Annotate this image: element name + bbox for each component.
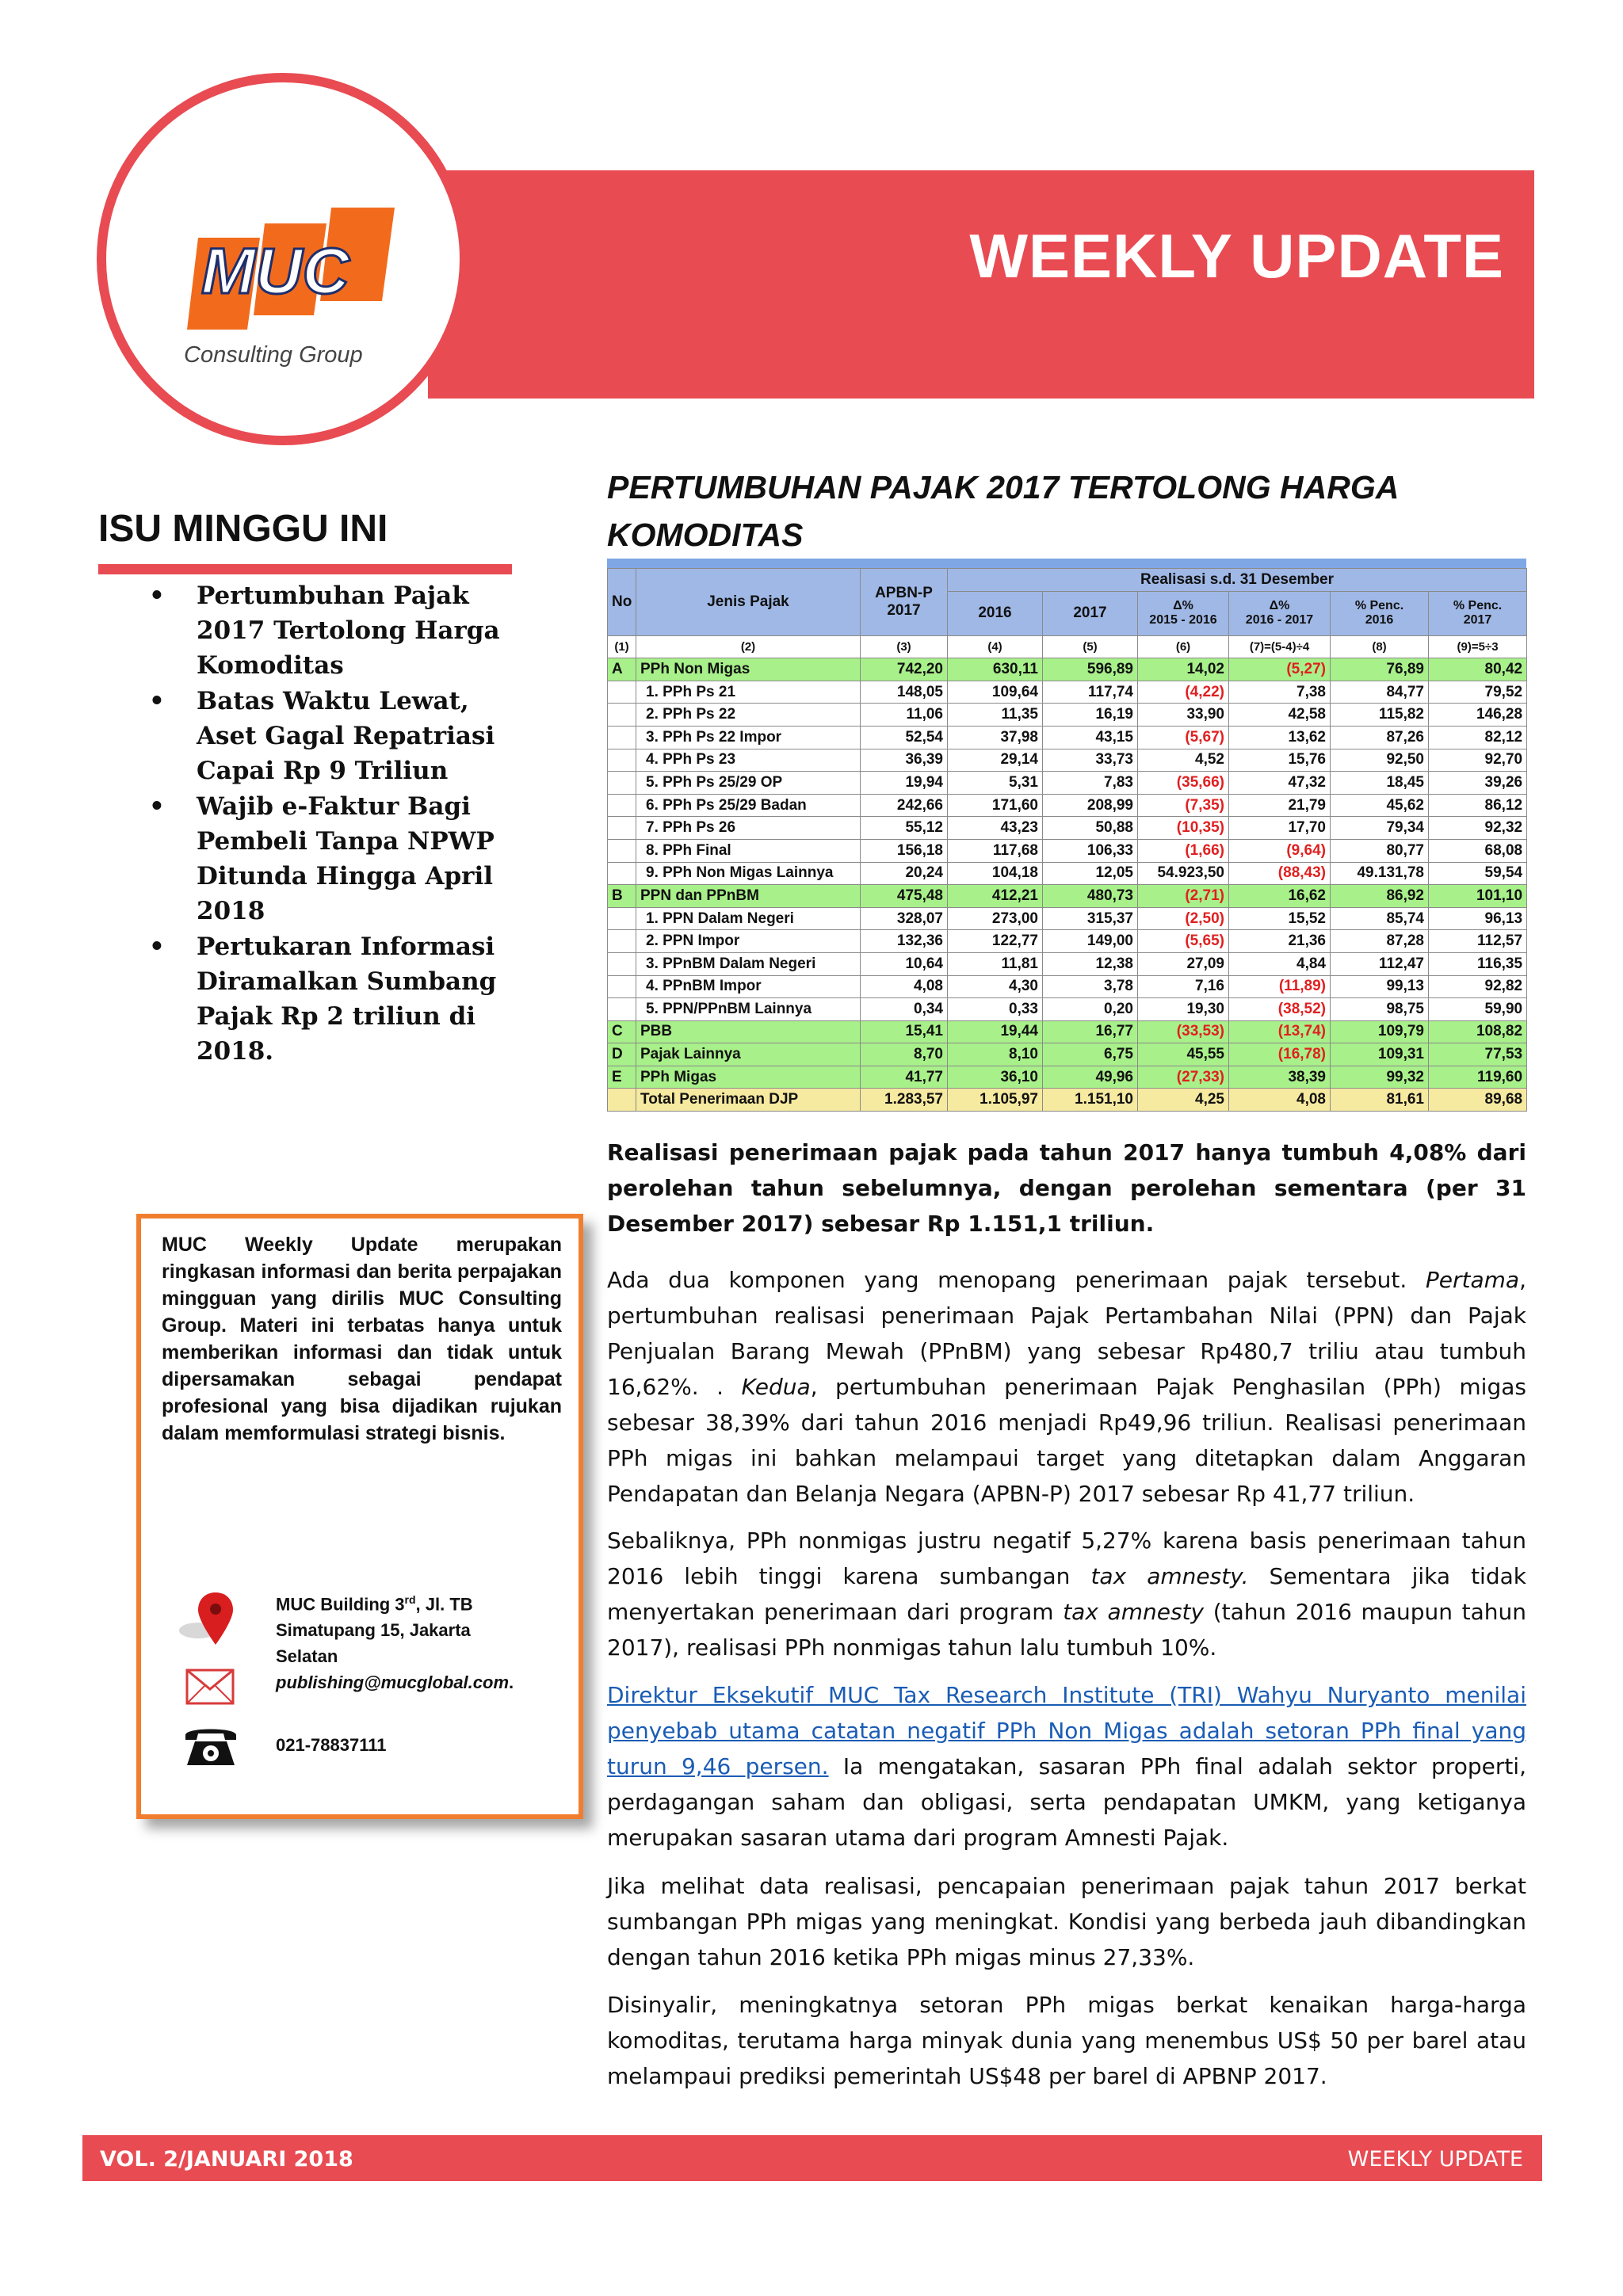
row-value: 82,12 bbox=[1429, 726, 1527, 749]
article-link[interactable]: Direktur Eksekutif MUC Tax Research Institute (TRI) Wahyu Nuryanto menilai penyebab utama catatan negatif PPh Non Migas adalah setoran PPh final yang turun 9,46 persen. bbox=[607, 1682, 1526, 1779]
row-value: 50,88 bbox=[1043, 817, 1138, 840]
row-value: 16,19 bbox=[1043, 704, 1138, 727]
row-name: PPh Non Migas bbox=[636, 658, 861, 681]
row-value: 21,79 bbox=[1229, 794, 1331, 817]
bullet-icon: • bbox=[149, 933, 165, 961]
row-value: 10,64 bbox=[861, 952, 948, 975]
row-value: 49.131,78 bbox=[1331, 862, 1429, 885]
bullet-icon: • bbox=[149, 792, 165, 821]
row-value: 480,73 bbox=[1043, 885, 1138, 908]
row-value: 112,57 bbox=[1429, 930, 1527, 953]
row-value: 38,39 bbox=[1229, 1066, 1331, 1089]
row-value: 4,84 bbox=[1229, 952, 1331, 975]
row-no bbox=[608, 952, 636, 975]
row-value: 156,18 bbox=[861, 839, 948, 862]
row-name: 8. PPh Final bbox=[636, 839, 861, 862]
row-value: (7,35) bbox=[1138, 794, 1229, 817]
row-value: 0,33 bbox=[948, 998, 1043, 1021]
row-value: 1.283,57 bbox=[861, 1089, 948, 1112]
row-value: (88,43) bbox=[1229, 862, 1331, 885]
row-value: 98,75 bbox=[1331, 998, 1429, 1021]
issue-item[interactable]: • Pertukaran Informasi Diramalkan Sumbang Pajak Rp 2 triliun di 2018. bbox=[143, 929, 515, 1069]
table-top-band bbox=[607, 559, 1526, 568]
row-value: 106,33 bbox=[1043, 839, 1138, 862]
row-value: 596,89 bbox=[1043, 658, 1138, 681]
col-header-jenis: Jenis Pajak bbox=[636, 569, 861, 636]
row-value: 6,75 bbox=[1043, 1043, 1138, 1066]
row-name: 2. PPh Ps 22 bbox=[636, 704, 861, 727]
row-value: 1.151,10 bbox=[1043, 1089, 1138, 1112]
row-value: 273,00 bbox=[948, 907, 1043, 930]
row-value: 45,55 bbox=[1138, 1043, 1229, 1066]
row-name: 2. PPN Impor bbox=[636, 930, 861, 953]
row-value: 85,74 bbox=[1331, 907, 1429, 930]
row-value: (9,64) bbox=[1229, 839, 1331, 862]
row-value: 475,48 bbox=[861, 885, 948, 908]
issue-item[interactable]: • Batas Waktu Lewat, Aset Gagal Repatriasi Capai Rp 9 Triliun bbox=[143, 684, 515, 788]
row-value: 15,41 bbox=[861, 1020, 948, 1043]
muc-logo bbox=[187, 196, 401, 355]
row-value: 36,10 bbox=[948, 1066, 1043, 1089]
row-value: 119,60 bbox=[1429, 1066, 1527, 1089]
row-name: 3. PPh Ps 22 Impor bbox=[636, 726, 861, 749]
row-name: 7. PPh Ps 26 bbox=[636, 817, 861, 840]
row-value: 92,70 bbox=[1429, 749, 1527, 772]
row-value: 15,52 bbox=[1229, 907, 1331, 930]
row-value: (5,27) bbox=[1229, 658, 1331, 681]
row-no bbox=[608, 975, 636, 998]
row-value: 4,52 bbox=[1138, 749, 1229, 772]
row-value: 87,26 bbox=[1331, 726, 1429, 749]
row-value: 742,20 bbox=[861, 658, 948, 681]
row-value: 12,05 bbox=[1043, 862, 1138, 885]
row-value: 115,82 bbox=[1331, 704, 1429, 727]
row-no bbox=[608, 772, 636, 795]
body-paragraph-5: Disinyalir, meningkatnya setoran PPh migas berkat kenaikan harga-harga komoditas, terutama harga minyak dunia yang menembus US$ 50 per barel atau melampaui prediksi pemerintah US$48 per barel di APBNP 2017. bbox=[607, 1992, 1526, 2089]
row-name: PPh Migas bbox=[636, 1066, 861, 1089]
table-row bbox=[608, 1020, 1527, 1043]
row-name: 4. PPh Ps 23 bbox=[636, 749, 861, 772]
row-value: 80,42 bbox=[1429, 658, 1527, 681]
bullet-icon: • bbox=[149, 687, 165, 715]
row-value: 4,30 bbox=[948, 975, 1043, 998]
body-paragraph-3: Direktur Eksekutif MUC Tax Research Institute (TRI) Wahyu Nuryanto menilai penyebab utama catatan negatif PPh Non Migas adalah setoran PPh final yang turun 9,46 persen. Ia mengatakan, sasaran PPh final adalah sektor properti, perdagangan saham dan obligasi, serta pendapatan UMKM, yang ketiganya merupakan sasaran utama dari program Amnesti Pajak. bbox=[607, 1682, 1526, 1851]
row-value: 43,23 bbox=[948, 817, 1043, 840]
row-value: 7,38 bbox=[1229, 681, 1331, 704]
row-value: 11,35 bbox=[948, 704, 1043, 727]
row-value: (38,52) bbox=[1229, 998, 1331, 1021]
row-value: 104,18 bbox=[948, 862, 1043, 885]
row-value: 49,96 bbox=[1043, 1066, 1138, 1089]
row-value: 99,13 bbox=[1331, 975, 1429, 998]
table-row bbox=[608, 749, 1527, 772]
row-name: 9. PPh Non Migas Lainnya bbox=[636, 862, 861, 885]
col-header-delta-1: Δ% 2015 - 2016 bbox=[1138, 591, 1229, 635]
row-value: 16,77 bbox=[1043, 1020, 1138, 1043]
row-value: (1,66) bbox=[1138, 839, 1229, 862]
row-value: 33,73 bbox=[1043, 749, 1138, 772]
table-row bbox=[608, 975, 1527, 998]
row-value: 21,36 bbox=[1229, 930, 1331, 953]
row-value: 33,90 bbox=[1138, 704, 1229, 727]
table-row bbox=[608, 794, 1527, 817]
row-value: 19,44 bbox=[948, 1020, 1043, 1043]
row-value: 68,08 bbox=[1429, 839, 1527, 862]
row-name: Total Penerimaan DJP bbox=[636, 1089, 861, 1112]
col-header-2017: 2017 bbox=[1043, 591, 1138, 635]
row-value: 8,10 bbox=[948, 1043, 1043, 1066]
row-value: 76,89 bbox=[1331, 658, 1429, 681]
row-value: 13,62 bbox=[1229, 726, 1331, 749]
page-title: WEEKLY UPDATE bbox=[969, 221, 1504, 291]
row-value: 39,26 bbox=[1429, 772, 1527, 795]
row-value: (16,78) bbox=[1229, 1043, 1331, 1066]
table-row bbox=[608, 772, 1527, 795]
row-name: 6. PPh Ps 25/29 Badan bbox=[636, 794, 861, 817]
row-no: E bbox=[608, 1066, 636, 1089]
row-value: 52,54 bbox=[861, 726, 948, 749]
body-paragraph-1: Ada dua komponen yang menopang penerimaan pajak tersebut. Pertama, pertumbuhan realisasi penerimaan Pajak Pertambahan Nilai (PPN) dan Pajak Penjualan Barang Mewah (PPnBM) yang sebesar Rp480,7 triliu atau tumbuh 16,62%. . Kedua, pertumbuhan penerimaan Pajak Penghasilan (PPh) migas sebesar 38,39% dari tahun 2016 menjadi Rp49,96 triliun. Realisasi penerimaan PPh migas ini bahkan melampaui target yang ditetapkan dalam Anggaran Pendapatan dan Belanja Negara (APBN-P) 2017 sebesar Rp 41,77 triliun. bbox=[607, 1267, 1526, 1507]
table-row bbox=[608, 930, 1527, 953]
tax-table bbox=[607, 568, 1527, 1112]
row-name: PPN dan PPnBM bbox=[636, 885, 861, 908]
row-value: 108,82 bbox=[1429, 1020, 1527, 1043]
row-no: C bbox=[608, 1020, 636, 1043]
row-value: 7,16 bbox=[1138, 975, 1229, 998]
row-name: 4. PPnBM Impor bbox=[636, 975, 861, 998]
envelope-icon bbox=[185, 1669, 235, 1705]
row-name: PBB bbox=[636, 1020, 861, 1043]
row-no bbox=[608, 839, 636, 862]
row-value: 41,77 bbox=[861, 1066, 948, 1089]
row-value: 77,53 bbox=[1429, 1043, 1527, 1066]
row-no bbox=[608, 998, 636, 1021]
row-value: 109,31 bbox=[1331, 1043, 1429, 1066]
row-value: 80,77 bbox=[1331, 839, 1429, 862]
row-no: B bbox=[608, 885, 636, 908]
row-value: 101,10 bbox=[1429, 885, 1527, 908]
row-name: 3. PPnBM Dalam Negeri bbox=[636, 952, 861, 975]
row-no bbox=[608, 726, 636, 749]
table-row bbox=[608, 952, 1527, 975]
row-value: 89,68 bbox=[1429, 1089, 1527, 1112]
body-paragraph-4: Jika melihat data realisasi, pencapaian penerimaan pajak tahun 2017 berkat sumbangan PPh migas yang meningkat. Kondisi yang berbeda jauh dibandingkan dengan tahun 2016 ketika PPh migas minus 27,33%. bbox=[607, 1873, 1526, 1970]
table-row bbox=[608, 726, 1527, 749]
col-header-penc-2017: % Penc. 2017 bbox=[1429, 591, 1527, 635]
row-value: 146,28 bbox=[1429, 704, 1527, 727]
body-paragraph-2: Sebaliknya, PPh nonmigas justru negatif 5,27% karena basis penerimaan tahun 2016 lebih tinggi karena sumbangan tax amnesty. Sementara jika tidak menyertakan penerimaan dari program tax amnesty (tahun 2016 maupun tahun 2017), realisasi PPh nonmigas tahun lalu tumbuh 10%. bbox=[607, 1527, 1527, 1661]
row-value: (5,65) bbox=[1138, 930, 1229, 953]
row-value: (2,71) bbox=[1138, 885, 1229, 908]
table-row bbox=[608, 681, 1527, 704]
row-value: 1.105,97 bbox=[948, 1089, 1043, 1112]
row-value: 328,07 bbox=[861, 907, 948, 930]
row-value: 4,08 bbox=[1229, 1089, 1331, 1112]
telephone-icon bbox=[182, 1722, 239, 1768]
row-value: 122,77 bbox=[948, 930, 1043, 953]
row-value: (2,50) bbox=[1138, 907, 1229, 930]
row-name: Pajak Lainnya bbox=[636, 1043, 861, 1066]
row-value: 79,34 bbox=[1331, 817, 1429, 840]
row-value: 8,70 bbox=[861, 1043, 948, 1066]
row-value: 109,64 bbox=[948, 681, 1043, 704]
email-link[interactable]: publishing@mucglobal.com bbox=[276, 1672, 510, 1693]
row-no bbox=[608, 794, 636, 817]
row-name: 5. PPN/PPnBM Lainnya bbox=[636, 998, 861, 1021]
row-value: 92,82 bbox=[1429, 975, 1527, 998]
table-row bbox=[608, 1043, 1527, 1066]
location-pin-icon bbox=[178, 1589, 241, 1653]
row-value: 16,62 bbox=[1229, 885, 1331, 908]
row-value: 37,98 bbox=[948, 726, 1043, 749]
row-no bbox=[608, 817, 636, 840]
col-header-penc-2016: % Penc. 2016 bbox=[1331, 591, 1429, 635]
row-value: 92,50 bbox=[1331, 749, 1429, 772]
row-value: 96,13 bbox=[1429, 907, 1527, 930]
address: MUC Building 3rd, Jl. TB Simatupang 15, Jakarta Selatan publishing@mucglobal.com. bbox=[276, 1593, 514, 1693]
row-value: 3,78 bbox=[1043, 975, 1138, 998]
row-value: 84,77 bbox=[1331, 681, 1429, 704]
row-value: 92,32 bbox=[1429, 817, 1527, 840]
table-row bbox=[608, 907, 1527, 930]
article-title: PERTUMBUHAN PAJAK 2017 TERTOLONG HARGA KOMODITAS bbox=[607, 469, 1400, 553]
row-value: 36,39 bbox=[861, 749, 948, 772]
row-value: (5,67) bbox=[1138, 726, 1229, 749]
row-value: 12,38 bbox=[1043, 952, 1138, 975]
table-row bbox=[608, 839, 1527, 862]
row-value: 17,70 bbox=[1229, 817, 1331, 840]
row-value: 112,47 bbox=[1331, 952, 1429, 975]
row-value: (33,53) bbox=[1138, 1020, 1229, 1043]
col-header-2016: 2016 bbox=[948, 591, 1043, 635]
footer-label: WEEKLY UPDATE bbox=[1347, 2147, 1523, 2172]
row-no bbox=[608, 704, 636, 727]
row-value: 630,11 bbox=[948, 658, 1043, 681]
lead-paragraph: Realisasi penerimaan pajak pada tahun 2017 hanya tumbuh 4,08% dari perolehan tahun sebelumnya, dengan perolehan sementara (per 31 Desember 2017) sebesar Rp 1.151,1 triliun. bbox=[607, 1139, 1526, 1237]
row-value: 208,99 bbox=[1043, 794, 1138, 817]
row-value: 11,81 bbox=[948, 952, 1043, 975]
table-row bbox=[608, 658, 1527, 681]
table-index-row: (1) (2) (3) (4) (5) (6) (7)=(5-4)÷4 (8) (9)=5÷3 bbox=[608, 635, 1527, 658]
row-value: 45,62 bbox=[1331, 794, 1429, 817]
row-value: 87,28 bbox=[1331, 930, 1429, 953]
info-description: MUC Weekly Update merupakan ringkasan informasi dan berita perpajakan mingguan yang dirilis MUC Consulting Group. Materi ini terbatas hanya untuk memberikan informasi dan tidak untuk dipersamakan sebagai pendapat profesional yang bisa dijadikan rujukan dalam memformulasi strategi bisnis. bbox=[162, 1234, 562, 1444]
footer-volume: VOL. 2/JANUARI 2018 bbox=[100, 2147, 353, 2172]
row-value: 86,92 bbox=[1331, 885, 1429, 908]
row-value: 117,68 bbox=[948, 839, 1043, 862]
row-value: 315,37 bbox=[1043, 907, 1138, 930]
row-value: 0,34 bbox=[861, 998, 948, 1021]
row-no bbox=[608, 930, 636, 953]
row-value: 47,32 bbox=[1229, 772, 1331, 795]
tax-revenue-table bbox=[607, 559, 1526, 1119]
row-value: 14,02 bbox=[1138, 658, 1229, 681]
row-value: 19,30 bbox=[1138, 998, 1229, 1021]
issue-list bbox=[143, 578, 515, 1070]
row-no bbox=[608, 1089, 636, 1112]
row-value: 0,20 bbox=[1043, 998, 1138, 1021]
row-value: (35,66) bbox=[1138, 772, 1229, 795]
table-row bbox=[608, 885, 1527, 908]
row-value: 132,36 bbox=[861, 930, 948, 953]
row-value: 242,66 bbox=[861, 794, 948, 817]
row-value: 59,54 bbox=[1429, 862, 1527, 885]
row-value: 54.923,50 bbox=[1138, 862, 1229, 885]
table-row bbox=[608, 862, 1527, 885]
row-value: 412,21 bbox=[948, 885, 1043, 908]
row-value: 19,94 bbox=[861, 772, 948, 795]
row-no: A bbox=[608, 658, 636, 681]
table-row bbox=[608, 1089, 1527, 1112]
info-box bbox=[136, 1214, 583, 1819]
table-row bbox=[608, 998, 1527, 1021]
row-value: (10,35) bbox=[1138, 817, 1229, 840]
col-header-delta-2: Δ% 2016 - 2017 bbox=[1229, 591, 1331, 635]
col-header-realisasi: Realisasi s.d. 31 Desember bbox=[948, 569, 1527, 592]
row-value: 149,00 bbox=[1043, 930, 1138, 953]
col-header-no: No bbox=[608, 569, 636, 636]
row-value: 42,58 bbox=[1229, 704, 1331, 727]
sidebar-title: ISU MINGGU INI bbox=[98, 508, 388, 550]
row-no bbox=[608, 681, 636, 704]
row-value: (4,22) bbox=[1138, 681, 1229, 704]
table-row bbox=[608, 1066, 1527, 1089]
row-value: 15,76 bbox=[1229, 749, 1331, 772]
table-row bbox=[608, 704, 1527, 727]
logo-subtitle: Consulting Group bbox=[184, 342, 363, 368]
issue-item[interactable]: • Pertumbuhan Pajak 2017 Tertolong Harga Komoditas bbox=[143, 578, 515, 683]
row-no: D bbox=[608, 1043, 636, 1066]
row-value: 81,61 bbox=[1331, 1089, 1429, 1112]
row-name: 5. PPh Ps 25/29 OP bbox=[636, 772, 861, 795]
table-row bbox=[608, 817, 1527, 840]
col-header-apbnp: APBN-P 2017 bbox=[861, 569, 948, 636]
row-value: (11,89) bbox=[1229, 975, 1331, 998]
row-value: 20,24 bbox=[861, 862, 948, 885]
row-value: 29,14 bbox=[948, 749, 1043, 772]
row-value: 116,35 bbox=[1429, 952, 1527, 975]
row-value: 148,05 bbox=[861, 681, 948, 704]
row-value: 5,31 bbox=[948, 772, 1043, 795]
issue-item[interactable]: • Wajib e-Faktur Bagi Pembeli Tanpa NPWP Ditunda Hingga April 2018 bbox=[143, 789, 515, 929]
row-value: 117,74 bbox=[1043, 681, 1138, 704]
logo-text: MUC bbox=[201, 235, 349, 307]
row-value: 43,15 bbox=[1043, 726, 1138, 749]
row-value: 79,52 bbox=[1429, 681, 1527, 704]
row-no bbox=[608, 907, 636, 930]
row-no bbox=[608, 862, 636, 885]
sidebar-divider bbox=[98, 564, 512, 574]
row-value: 4,08 bbox=[861, 975, 948, 998]
row-value: 7,83 bbox=[1043, 772, 1138, 795]
row-value: 11,06 bbox=[861, 704, 948, 727]
row-value: 59,90 bbox=[1429, 998, 1527, 1021]
row-no bbox=[608, 749, 636, 772]
row-value: (13,74) bbox=[1229, 1020, 1331, 1043]
row-value: 171,60 bbox=[948, 794, 1043, 817]
row-value: 99,32 bbox=[1331, 1066, 1429, 1089]
row-value: 55,12 bbox=[861, 817, 948, 840]
row-value: 4,25 bbox=[1138, 1089, 1229, 1112]
phone-number[interactable]: 021-78837111 bbox=[276, 1735, 387, 1755]
row-value: 86,12 bbox=[1429, 794, 1527, 817]
bullet-icon: • bbox=[149, 582, 165, 610]
row-value: 27,09 bbox=[1138, 952, 1229, 975]
row-value: 18,45 bbox=[1331, 772, 1429, 795]
row-name: 1. PPh Ps 21 bbox=[636, 681, 861, 704]
row-value: 109,79 bbox=[1331, 1020, 1429, 1043]
row-name: 1. PPN Dalam Negeri bbox=[636, 907, 861, 930]
row-value: (27,33) bbox=[1138, 1066, 1229, 1089]
